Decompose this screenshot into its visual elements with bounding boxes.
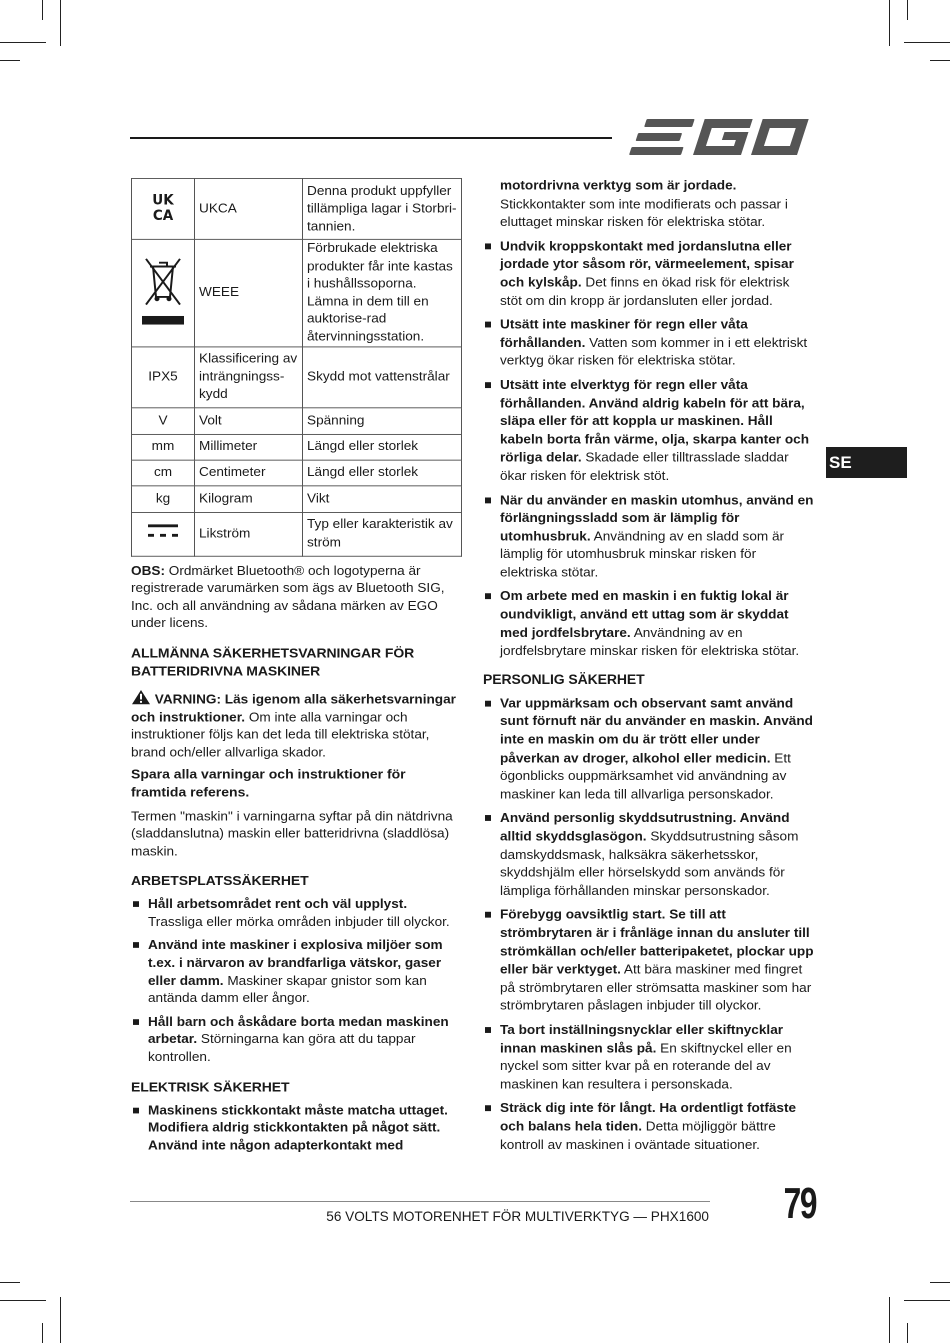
crop-mark (60, 1297, 61, 1343)
symbol-description: Längd eller storlek (303, 460, 462, 486)
workplace-heading: ARBETSPLATSSÄKERHET (131, 872, 309, 889)
item-text: Vatten som kommer in i ett elektriskt verktyg ökar risken för elektriska stötar. (500, 335, 808, 368)
obs-label: OBS: (131, 562, 165, 578)
crop-mark (904, 1300, 950, 1301)
symbol-code: cm (132, 460, 195, 486)
symbol-description: Förbrukade elektriska produkter får inte kastas i hushållssoporna. Lämna in dem till en auktorise-rad återvinningsstation. (303, 239, 462, 346)
symbol-name: Centimeter (195, 460, 303, 486)
weee-bin-icon (132, 239, 195, 346)
item-bold: Utsätt inte elverktyg för regn eller våta förhållanden. Använd aldrig kabeln för att bära, släpa eller för att koppla ur maskinen. Håll kabeln borta från värme, olja, skarpa kanter och rörliga delar. (500, 377, 809, 465)
page-number: 79 (783, 1179, 816, 1228)
symbol-code: kg (132, 485, 195, 512)
crop-mark (0, 42, 46, 43)
general-heading: ALLMÄNNA SÄKERHETSVARNINGAR FÖR BATTERIDRIVNA MASKINER (131, 645, 415, 679)
item-text: Skadade eller tilltrasslade sladdar ökar risken för elektrisk stöt. (500, 449, 789, 483)
crop-mark (60, 0, 61, 46)
item-bold: Sträck dig inte för långt. Ha ordentligt fotfäste och balans hela tiden. (500, 1100, 797, 1134)
list-item (131, 1102, 462, 1155)
item-bold: motordrivna verktyg som är jordade. (500, 177, 737, 193)
right-column (483, 177, 815, 1160)
list-item (483, 491, 815, 582)
symbol-name: UKCA (195, 178, 303, 239)
symbol-description: Längd eller storlek (303, 434, 462, 460)
footer-rule (130, 1201, 710, 1202)
table-row (132, 434, 462, 460)
item-text: Ett ögonblicks ouppmärksamhet vid användning av maskiner kan leda till allvarliga personskador. (500, 750, 791, 802)
symbol-name: Volt (195, 407, 303, 434)
obs-text: Ordmärket Bluetooth® och logotyperna är registrerade varumärken som ägs av Bluetooth SIG, Inc. och all användning av sådana märken av EGO under licens. (131, 562, 445, 631)
ukca-icon (132, 178, 195, 239)
crop-mark (42, 1323, 43, 1343)
list-item (131, 896, 462, 931)
crop-mark (889, 0, 890, 46)
continued-paragraph (483, 177, 815, 232)
crop-mark (930, 1282, 950, 1283)
item-bold: Ta bort inställningsnycklar eller skiftnycklar innan maskinen slås på. (500, 1022, 784, 1055)
electrical-heading: ELEKTRISK SÄKERHET (131, 1078, 290, 1095)
crop-mark (0, 60, 20, 61)
crop-mark (907, 1323, 908, 1343)
left-column (131, 178, 462, 1160)
table-row (132, 239, 462, 346)
list-item (483, 810, 815, 901)
list-item (483, 588, 815, 661)
item-text: Användning av en jordfelsbrytare minskar risken för elektriska stötar. (500, 625, 800, 658)
table-row (132, 460, 462, 486)
symbol-name: WEEE (195, 239, 303, 346)
symbol-code: V (132, 407, 195, 434)
item-text: Användning av en sladd som är lämplig för utomhusbruk minskar risken för elektriska stötar. (500, 528, 785, 580)
item-text: Maskiner skapar gnistor som kan antända damm eller ångor. (148, 973, 427, 1006)
item-text: Trassliga eller mörka områden inbjuder till olyckor. (148, 914, 450, 929)
crop-mark (42, 0, 43, 20)
list-item (131, 1013, 462, 1066)
personal-heading: PERSONLIG SÄKERHET (483, 671, 645, 687)
svg-text:UK: UK (152, 191, 174, 209)
crop-mark (0, 1300, 46, 1301)
item-bold: Förebygg oavsiktlig start. Se till att strömbrytaren är i frånläge innan du ansluter till strömkällan och/eller batteripaketet, plockar upp eller bär verktyget. (500, 907, 814, 977)
table-row (132, 407, 462, 434)
crop-mark (0, 1282, 20, 1283)
symbol-code: mm (132, 434, 195, 460)
symbol-description: Skydd mot vattenstrålar (303, 346, 462, 407)
symbol-code: IPX5 (132, 346, 195, 407)
obs-note (131, 562, 462, 633)
language-tab: SE (826, 447, 907, 478)
item-text: En skiftnyckel eller en nyckel som sitter kvar på en roterande del av maskinen kan resultera i personskada. (500, 1040, 792, 1092)
save-instructions: Spara alla varningar och instruktioner för framtida referens. (131, 766, 406, 800)
item-bold: Maskinens stickkontakt måste matcha uttaget. Modifiera aldrig stickkontakten på något sätt. Använd inte någon adapterkontakt med (148, 1102, 448, 1153)
item-text: Störningarna kan göra att du tappar kontrollen. (148, 1032, 416, 1064)
svg-text:CA: CA (152, 206, 174, 222)
warning-triangle-icon (131, 689, 151, 705)
list-item (483, 695, 815, 804)
symbol-description: Vikt (303, 485, 462, 512)
footer-title: 56 VOLTS MOTORENHET FÖR MULTIVERKTYG — PHX1600 (326, 1209, 709, 1224)
list-item (483, 1021, 815, 1094)
item-bold: Håll barn och åskådare borta medan maskinen arbetar. (148, 1014, 449, 1047)
item-text: Detta möjliggör bättre kontroll av maskinen i oväntade situationer. (500, 1118, 776, 1152)
symbol-name: Millimeter (195, 434, 303, 460)
table-row (132, 178, 462, 239)
table-row (132, 512, 462, 556)
item-bold: Använd inte maskiner i explosiva miljöer som t.ex. i närvaron av brandfarliga vätskor, gaser eller damm. (148, 937, 443, 988)
header-rule (130, 137, 612, 139)
item-bold: Håll arbetsområdet rent och väl upplyst. (148, 896, 408, 911)
electrical-list (131, 1102, 462, 1155)
list-item (131, 937, 462, 1008)
symbol-table (131, 178, 462, 556)
item-bold: Undvik kroppskontakt med jordanslutna eller jordade ytor såsom rör, värmeelement, spisar och kylskåp. (500, 238, 794, 290)
crop-mark (907, 0, 908, 20)
crop-mark (889, 1297, 890, 1343)
symbol-description: Denna produkt uppfyller tillämpliga lagar i Storbri-tannien. (303, 178, 462, 239)
symbol-name: Likström (195, 512, 303, 556)
list-item (483, 316, 815, 371)
symbol-name: Kilogram (195, 485, 303, 512)
crop-mark (930, 60, 950, 61)
symbol-description: Typ eller karakteristik av ström (303, 512, 462, 556)
warning-paragraph (131, 689, 462, 762)
list-item (483, 1100, 815, 1155)
electrical-list-continued (483, 237, 815, 660)
term-paragraph: Termen "maskin" i varningarna syftar på din nätdrivna (sladdanslutna) maskin eller batteridrivna (sladdlösa) maskin. (131, 808, 453, 859)
list-item (483, 237, 815, 310)
workplace-list (131, 896, 462, 1067)
personal-list (483, 695, 815, 1154)
ego-logo (628, 115, 812, 159)
warning-bold: VARNING: Läs igenom alla säkerhetsvarningar och instruktioner. (131, 691, 456, 724)
list-item (483, 376, 815, 485)
item-text: Att bära maskiner med fingret på strömbrytaren eller strömsatta maskiner som har strömbrytaren påslagen inbjuder till olyckor. (500, 961, 812, 1013)
symbol-description: Spänning (303, 407, 462, 434)
item-bold: Var uppmärksam och observant samt använd sunt förnuft när du använder en maskin. Använd inte en maskin om du är trött eller under påverkan av droger, alkohol eller medicin. (500, 695, 813, 765)
item-bold: När du använder en maskin utomhus, använd en förlängningssladd som är lämplig för utomhusbruk. (500, 492, 814, 544)
item-text: Det finns en ökad risk för elektrisk stöt om din kropp är jordansluten eller jordad. (500, 274, 790, 308)
direct-current-icon (132, 512, 195, 556)
crop-mark (904, 42, 950, 43)
item-bold: Använd personlig skyddsutrustning. Använd alltid skyddsglasögon. (500, 810, 790, 844)
table-row (132, 485, 462, 512)
list-item (483, 906, 815, 1015)
item-text: Stickkontakter som inte modifierats och passar i eluttaget minskar risken för elektriska stötar. (500, 196, 788, 229)
item-bold: Utsätt inte maskiner för regn eller våta förhållanden. (500, 316, 748, 350)
table-row (132, 346, 462, 407)
symbol-name: Klassificering av inträngningss-kydd (195, 346, 303, 407)
item-text: Skyddsutrustning såsom damskyddsmask, halksäkra säkerhetsskor, skyddshjälm eller hörselskydd som används för lämpliga förhållanden minskar personskador. (500, 828, 799, 898)
item-bold: Om arbete med en maskin i en fuktig lokal är oundvikligt, använd ett uttag som är skyddat med jordfelsbrytare. (500, 588, 789, 640)
warning-text: Om inte alla varningar och instruktioner följs kan det leda till elektriska stötar, brand och/eller allvarliga skador. (131, 709, 430, 760)
